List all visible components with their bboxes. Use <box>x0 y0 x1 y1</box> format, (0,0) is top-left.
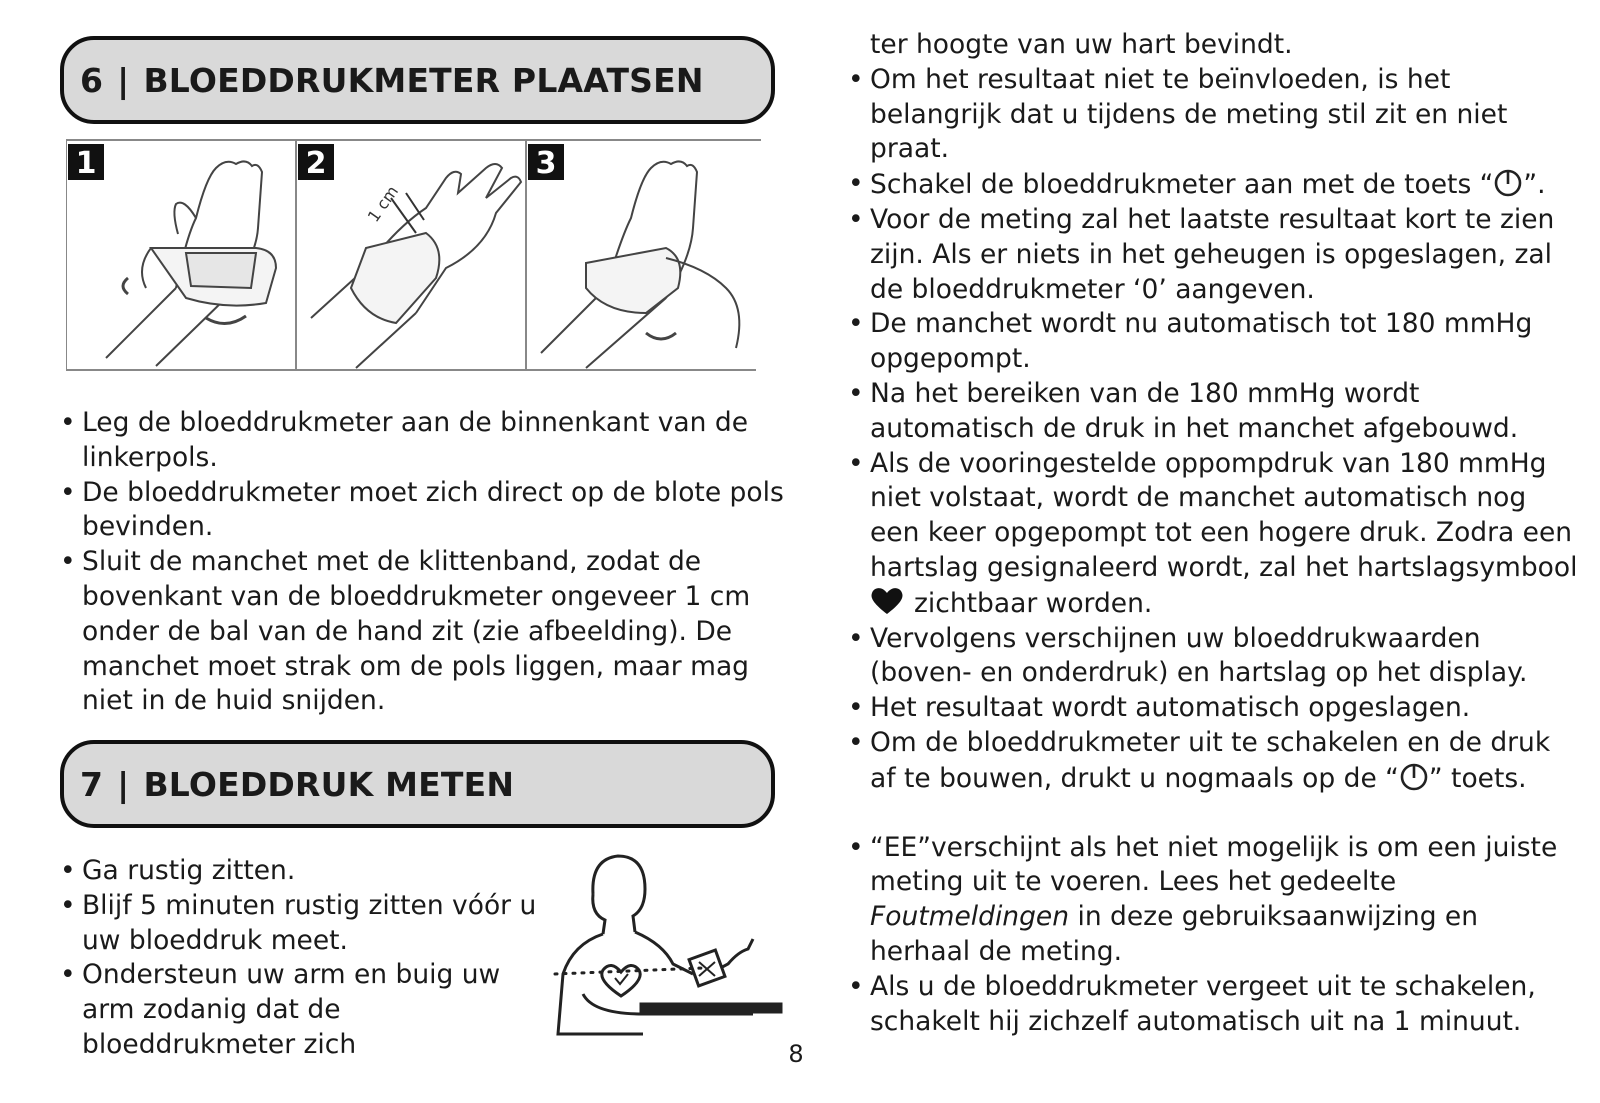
list-item: • Leg de bloeddrukmeter aan de binnenkant van de linkerpols. <box>60 406 800 476</box>
list-item: • Om de bloeddrukmeter uit te schakelen en de druk af te bouwen, drukt u nogmaals op de “ ” toets. <box>848 726 1578 797</box>
section-7-instructions-right <box>848 28 1578 1039</box>
list-item: • Sluit de manchet met de klittenband, zodat de bovenkant van de bloeddrukmeter ongeveer 1 cm onder de bal van de hand zit (zie afbeelding). De manchet moet strak om de pols liggen, maar mag niet in de huid snijden. <box>60 545 800 719</box>
list-item: • De bloeddrukmeter moet zich direct op de blote pols bevinden. <box>60 476 800 546</box>
step-3-badge <box>528 144 564 181</box>
section-6-separator: | <box>117 60 130 100</box>
section-6-number: 6 <box>80 60 104 100</box>
list-item: • Blijf 5 minuten rustig zitten vóór u uw bloeddruk meet. <box>60 889 560 959</box>
svg-text:1 cm: 1 cm <box>363 182 403 226</box>
list-item: • De manchet wordt nu automatisch tot 180 mmHg opgepompt. <box>848 307 1578 377</box>
step-3-hand-illustration <box>541 161 739 368</box>
list-item: • Vervolgens verschijnen uw bloeddrukwaarden (boven- en onderdruk) en hartslag op het display. <box>848 622 1578 692</box>
step-1-hand-illustration <box>106 161 276 366</box>
step-1-badge <box>68 144 104 181</box>
right-column <box>848 28 1578 1039</box>
list-item-continuation: ter hoogte van uw hart bevindt. <box>870 29 1293 60</box>
section-7-header <box>60 740 775 828</box>
list-item: • “EE”verschijnt als het niet mogelijk is om een juiste meting uit te voeren. Lees het gedeelte Foutmeldingen in deze gebruiksaanwijzing en herhaal de meting. <box>848 831 1578 970</box>
power-icon <box>1399 761 1429 791</box>
section-7-instructions-left <box>60 854 560 1063</box>
list-item: • Na het bereiken van de 180 mmHg wordt automatisch de druk in het manchet afgebouwd. <box>848 377 1578 447</box>
list-item: • Het resultaat wordt automatisch opgeslagen. <box>848 691 1578 726</box>
section-7-separator: | <box>117 764 130 804</box>
power-icon <box>1493 167 1523 197</box>
list-item: • Schakel de bloeddrukmeter aan met de toets “ ”. <box>848 167 1578 203</box>
seated-person-illustration <box>553 854 783 1044</box>
section-7-title: BLOEDDRUK METEN <box>143 764 515 804</box>
svg-text:1: 1 <box>75 146 97 181</box>
svg-text:3: 3 <box>535 146 557 181</box>
step-2-hand-illustration <box>311 164 521 368</box>
svg-text:2: 2 <box>305 146 327 181</box>
heart-icon <box>870 586 904 616</box>
section-6-title: BLOEDDRUKMETER PLAATSEN <box>143 60 704 100</box>
wrist-placement-illustration <box>66 138 786 378</box>
list-item: • Ga rustig zitten. <box>60 854 560 889</box>
list-item: • Om het resultaat niet te beïnvloeden, is het belangrijk dat u tijdens de meting stil zit en niet praat. <box>848 63 1578 167</box>
step-2-badge <box>298 144 334 181</box>
list-item: • Als de vooringestelde oppompdruk van 180 mmHg niet volstaat, wordt de manchet automatisch nog een keer opgepompt tot een hogere druk. Zodra een hartslag gesignaleerd wordt, zal het hartslagsymbool zichtbaar worden. <box>848 447 1578 622</box>
section-7-number: 7 <box>80 764 104 804</box>
heart-outline-icon <box>602 965 640 996</box>
list-item: • Als u de bloeddrukmeter vergeet uit te schakelen, schakelt hij zichzelf automatisch uit na 1 minuut. <box>848 970 1578 1040</box>
section-6-header <box>60 36 775 124</box>
section-6-instructions <box>60 406 800 719</box>
page-number: 8 <box>788 1040 804 1068</box>
list-item: • Voor de meting zal het laatste resultaat kort te zien zijn. Als er niets in het geheugen is opgeslagen, zal de bloeddrukmeter ‘0’ aangeven. <box>848 203 1578 307</box>
list-item: • Ondersteun uw arm en buig uw arm zodanig dat de bloeddrukmeter zich <box>60 958 560 1062</box>
